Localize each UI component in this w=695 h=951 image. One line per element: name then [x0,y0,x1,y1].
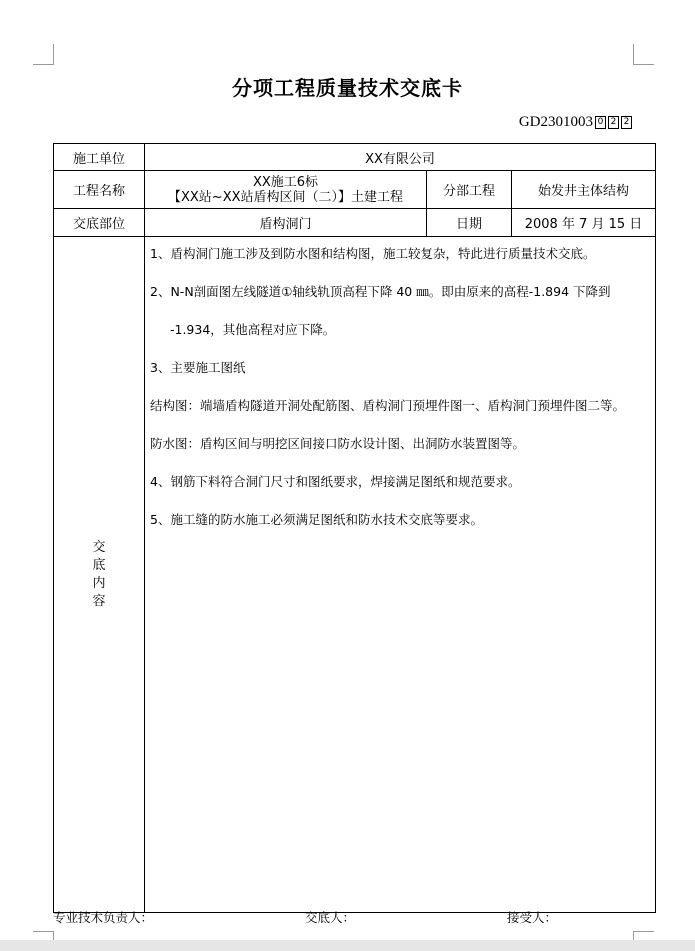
receiver-label: 接受人： [507,910,558,925]
project-value-line2: 【XX站~XX站盾构区间（二）】土建工程 [167,189,404,205]
content-item-2b: -1.934，其他高程对应下降。 [170,322,336,337]
content-item-2a: 2、N-N剖面图左线隧道①轴线轨顶高程下降 40 ㎜。即由原来的高程-1.894 下降到 [150,284,611,299]
content-body [145,237,656,913]
disclosure-card-table [53,143,656,913]
project-label: 工程名称 [54,171,145,209]
content-label [54,237,145,913]
document-code-box-3: 2 [621,116,632,129]
tech-lead-label: 专业技术负责人： [53,910,154,925]
unit-value: XX有限公司 [145,144,656,171]
content-item-3: 3、主要施工图纸 [150,360,246,375]
unit-label: 施工单位 [54,144,145,171]
division-value: 始发井主体结构 [512,171,656,209]
content-item-1: 1、盾构洞门施工涉及到防水图和结构图，施工较复杂，特此进行质量技术交底。 [150,246,596,261]
content-structure-drawings: 结构图：端墙盾构隧道开洞处配筋图、盾构洞门预埋件图一、盾构洞门预埋件图二等。 [150,398,626,413]
date-value: 2008 年 7 月 15 日 [512,209,656,237]
location-value: 盾构洞门 [145,209,427,237]
content-label-char: 交 [92,539,106,555]
content-label-char: 容 [92,593,106,609]
discloser-label: 交底人： [305,910,356,925]
content-label-char: 内 [92,575,106,591]
content-label-char: 底 [92,557,106,573]
project-value [145,171,427,209]
division-label: 分部工程 [427,171,512,209]
content-item-5: 5、施工缝的防水施工必须满足图纸和防水技术交底等要求。 [150,512,483,527]
crop-mark-top-right [633,44,654,65]
document-code-prefix: GD2301003 [518,114,593,130]
crop-mark-top-left [33,44,54,65]
page-bottom-bar [0,940,695,951]
project-value-line1: XX施工6标 [252,174,319,190]
document-code-box-2: 2 [608,116,619,129]
location-label: 交底部位 [54,209,145,237]
date-label: 日期 [427,209,512,237]
document-code [519,114,632,131]
document-title: 分项工程质量技术交底卡 [232,76,463,100]
content-item-4: 4、钢筋下料符合洞门尺寸和图纸要求，焊接满足图纸和规范要求。 [150,474,521,489]
content-waterproof-drawings: 防水图：盾构区间与明挖区间接口防水设计图、出洞防水装置图等。 [150,436,526,451]
document-code-box-1: 0 [595,116,606,129]
